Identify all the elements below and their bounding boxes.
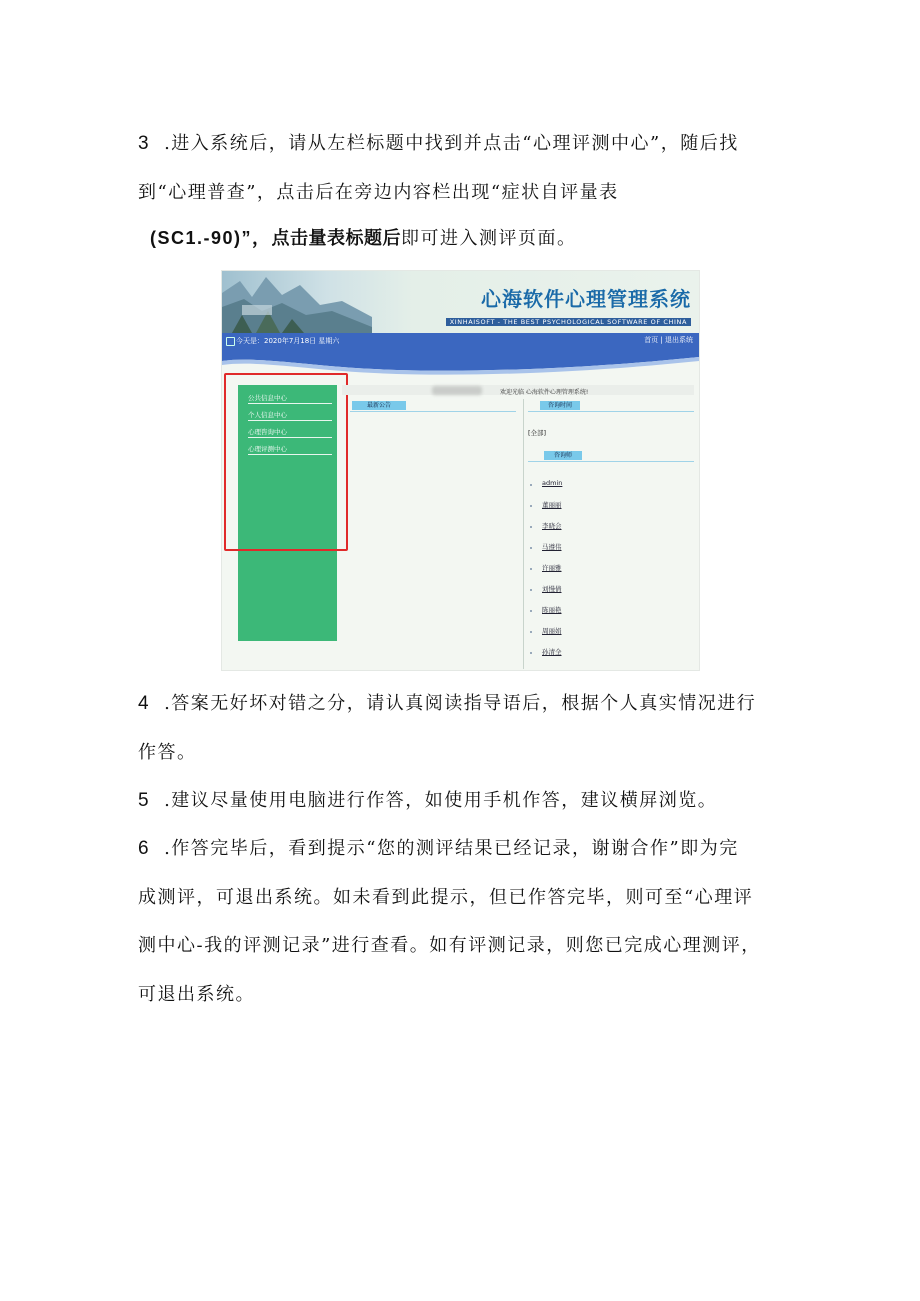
blurred-username — [432, 386, 482, 395]
item-6-line-1: 6 .作答完毕后，看到提示“您的测评结果已经记录，谢谢合作”即为完 — [138, 838, 739, 859]
today-date: 今天是：2020年7月18日 星期六 — [236, 337, 340, 345]
item-5-line-1: 5 .建议尽量使用电脑进行作答，如使用手机作答，建议横屏浏览。 — [138, 790, 718, 811]
list-bullet — [530, 652, 532, 654]
tab-counselor[interactable]: 咨询师 — [544, 451, 582, 460]
tab-latest-notice[interactable]: 最新公告 — [352, 401, 406, 410]
item-6-line-4: 可退出系统。 — [138, 984, 255, 1005]
item-6-number: 6 — [138, 838, 151, 859]
list-bullet — [530, 589, 532, 591]
counselor-link[interactable]: 董丽丽 — [542, 501, 562, 509]
item-3-line-3: (SC1.-90)”，点击量表标题后即可进入测评页面。 — [150, 228, 577, 249]
counselor-link[interactable]: 刘慢倩 — [542, 585, 562, 593]
bold-instruction: 点击量表标题后 — [271, 228, 402, 249]
item-4-number: 4 — [138, 693, 151, 714]
list-bullet — [530, 526, 532, 528]
list-bullet — [530, 505, 532, 507]
column-divider — [523, 399, 524, 669]
counselor-link[interactable]: admin — [542, 479, 563, 487]
all-link[interactable]: [全部] — [528, 429, 547, 437]
item-6-line-2: 成测评，可退出系统。如未看到此提示，但已作答完毕，则可至“心理评 — [138, 887, 754, 908]
item-4-line-1: 4 .答案无好坏对错之分，请认真阅读指导语后，根据个人真实情况进行 — [138, 693, 757, 714]
system-brand-title: 心海软件心理管理系统 — [481, 287, 691, 311]
counselor-link[interactable]: 周丽娟 — [542, 627, 562, 635]
counselor-link[interactable]: 马遵伟 — [542, 543, 562, 551]
sidebar-item-public-info[interactable]: 公共信息中心 — [248, 393, 332, 404]
system-slogan: XINHAISOFT - THE BEST PSYCHOLOGICAL SOFTWARE OF CHINA — [446, 318, 691, 326]
highlight-box — [224, 373, 348, 551]
system-screenshot — [221, 270, 700, 671]
notice-underline — [350, 411, 516, 412]
list-bullet — [530, 568, 532, 570]
item-3-number: 3 — [138, 133, 151, 154]
item-6-line-3: 测中心-我的评测记录”进行查看。如有评测记录，则您已完成心理测评， — [138, 935, 761, 956]
list-bullet — [530, 610, 532, 612]
list-bullet — [530, 484, 532, 486]
item-5-number: 5 — [138, 790, 151, 811]
counselor-link[interactable]: 李晓会 — [542, 522, 562, 530]
counselor-link[interactable]: 许丽雅 — [542, 564, 562, 572]
item-4-line-2: 作答。 — [138, 742, 197, 763]
counselor-link[interactable]: 孙清全 — [542, 648, 562, 656]
welcome-text: 欢迎光临 心海软件心理管理系统! — [500, 389, 589, 396]
item-3-line-1: 3 .进入系统后，请从左栏标题中找到并点击“心理评测中心”，随后找 — [138, 133, 739, 154]
sidebar-item-personal-info[interactable]: 个人信息中心 — [248, 410, 332, 421]
item-3-line-2: 到“心理普查”，点击后在旁边内容栏出现“症状自评量表 — [138, 182, 619, 203]
mountain-scenery-image — [222, 271, 372, 333]
sidebar-item-counseling[interactable]: 心理咨询中心 — [248, 427, 332, 438]
counselor-link[interactable]: 陈丽艳 — [542, 606, 562, 614]
tab-consult-time[interactable]: 咨询时间 — [540, 401, 580, 410]
time-underline — [528, 411, 694, 412]
sidebar-item-assessment[interactable]: 心理评测中心 — [248, 444, 332, 455]
list-bullet — [530, 547, 532, 549]
top-links[interactable]: 首页 | 退出系统 — [644, 336, 693, 344]
counselor-underline — [528, 461, 694, 462]
calendar-icon — [226, 337, 235, 346]
list-bullet — [530, 631, 532, 633]
